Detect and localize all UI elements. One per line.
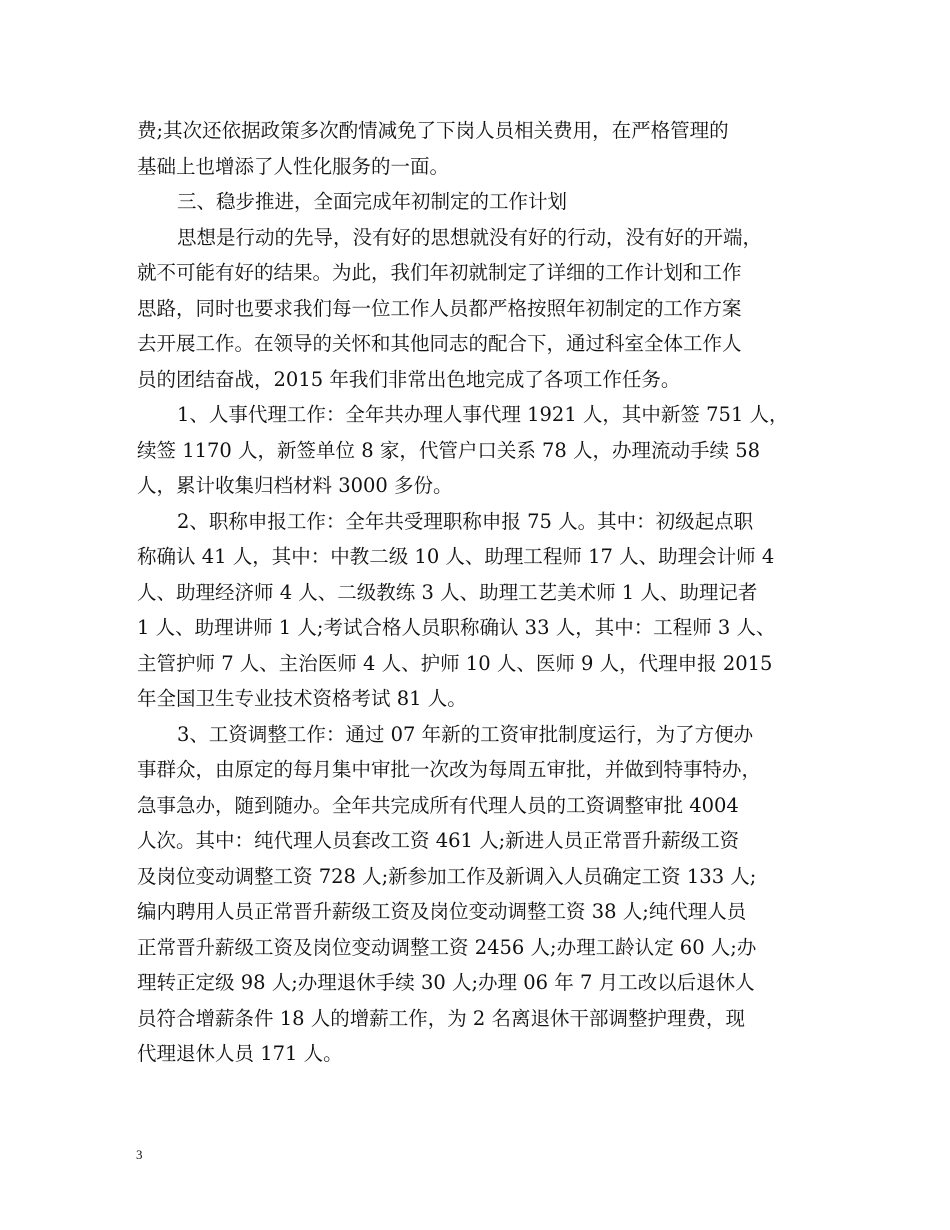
body-text <box>137 113 817 1072</box>
text-line: 代理退休人员 171 人。 <box>137 1042 343 1065</box>
text-line: 思路，同时也要求我们每一位工作人员都严格按照年初制定的工作方案 <box>137 296 742 320</box>
text-line: 称确认 41 人，其中：中教二级 10 人、助理工程师 17 人、助理会计师 4 <box>137 545 775 568</box>
page-number: 3 <box>136 1147 143 1162</box>
text-line: 续签 1170 人，新签单位 8 家，代管户口关系 78 人，办理流动手续 58 <box>137 438 761 462</box>
text-line: 基础上也增添了人性化服务的一面。 <box>137 154 450 178</box>
text-line: 主管护师 7 人、主治医师 4 人、护师 10 人、医师 9 人，代理申报 2015 <box>137 651 773 675</box>
section-heading: 三、稳步推进，全面完成年初制定的工作计划 <box>177 190 568 213</box>
text-line: 3、工资调整工作：通过 07 年新的工资审批制度运行，为了方便办 <box>177 722 754 746</box>
text-line: 人，累计收集归档材料 3000 多份。 <box>137 474 453 497</box>
text-line: 正常晋升薪级工资及岗位变动调整工资 2456 人;办理工龄认定 60 人;办 <box>137 935 757 959</box>
text-line: 员的团结奋战，2015 年我们非常出色地完成了各项工作任务。 <box>137 367 681 391</box>
text-line: 1 人、助理讲师 1 人;考试合格人员职称确认 33 人，其中：工程师 3 人、 <box>137 616 776 639</box>
text-line: 及岗位变动调整工资 728 人;新参加工作及新调入人员确定工资 133 人; <box>137 864 757 888</box>
text-line: 就不可能有好的结果。为此，我们年初就制定了详细的工作计划和工作 <box>137 261 742 284</box>
text-line: 理转正定级 98 人;办理退休手续 30 人;办理 06 年 7 月工改以后退休人 <box>137 971 755 994</box>
text-line: 年全国卫生专业技术资格考试 81 人。 <box>137 687 467 710</box>
text-line: 急事急办，随到随办。全年共完成所有代理人员的工资调整审批 4004 <box>137 793 739 817</box>
text-line: 1、人事代理工作：全年共办理人事代理 1921 人，其中新签 751 人， <box>177 403 789 426</box>
text-line: 员符合增薪条件 18 人的增薪工作，为 2 名离退休干部调整护理费，现 <box>137 1006 746 1030</box>
text-line: 事群众，由原定的每月集中审批一次改为每周五审批，并做到特事特办， <box>137 758 762 781</box>
text-line: 费;其次还依据政策多次酌情减免了下岗人员相关费用，在严格管理的 <box>137 119 729 142</box>
text-line: 思想是行动的先导，没有好的思想就没有好的行动，没有好的开端， <box>177 225 763 249</box>
text-line: 2、职称申报工作：全年共受理职称申报 75 人。其中：初级起点职 <box>177 509 754 533</box>
text-line: 去开展工作。在领导的关怀和其他同志的配合下，通过科室全体工作人 <box>137 332 742 355</box>
text-line: 人、助理经济师 4 人、二级教练 3 人、助理工艺美术师 1 人、助理记者 <box>137 580 758 604</box>
text-line: 编内聘用人员正常晋升薪级工资及岗位变动调整工资 38 人;纯代理人员 <box>137 900 747 923</box>
text-line: 人次。其中：纯代理人员套改工资 461 人;新进人员正常晋升薪级工资 <box>137 829 740 852</box>
